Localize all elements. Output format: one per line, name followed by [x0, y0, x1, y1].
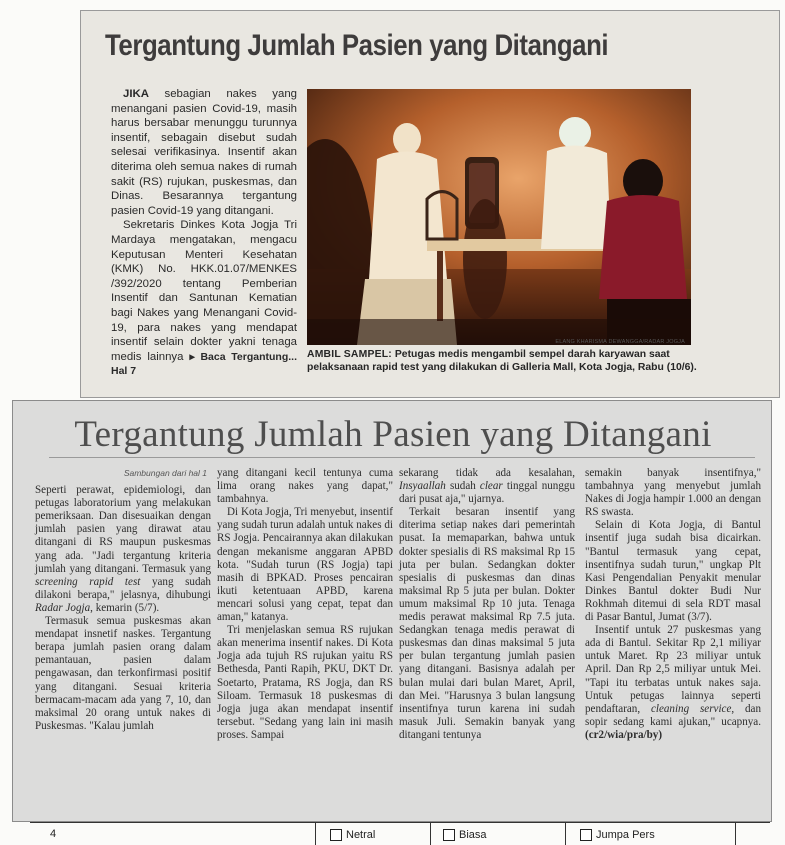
checkbox-netral-label: Netral	[346, 829, 376, 841]
checkbox-jumpa-pers[interactable]	[580, 829, 655, 841]
column-3-text-c: tinggal nunggu dari pusat aja," ujarnya.	[399, 480, 575, 506]
intro-paragraph-1	[111, 87, 297, 218]
column-3-paragraph-2: Terkait besaran insentif yang diterima setiap nakes dari pemerintah pusat. Ia memaparkan, bahwa untuk dokter spesialis di RS maksimal Rp 15 juta per bulan. Sedangkan dokter spesialis di puskesmas dan dinas maksimal Rp 5 juta per bulan. Dokter umum maksimal Rp 10 juta. Tenaga medis perawat maksimal Rp 7.5 juta. Sedangkan tenaga medis perawat di puskesmas dan dinas maksimal 5 juta per bulan tergantung jumlah pasien yang ditangani. Basisnya adalah per bulan mulai dari bulan Maret, April, dan Mei. "Harusnya 3 bulan langsung insentifnya turun karena ini sudah masuk Juli. Semakin banyak yang ditangani tentunya	[399, 506, 575, 741]
article-intro-body	[111, 87, 297, 379]
checkbox-biasa[interactable]	[443, 829, 487, 841]
footer-divider	[30, 822, 770, 823]
footer-separator	[430, 822, 431, 845]
intro-paragraph-1-text: sebagian nakes yang menangani pasien Covid-19, masih harus bersabar menunggu turunnya insentif, sebagain disebut sudah selesai verifikasinya. Insentif akan diterima oleh semua nakes di rumah sakit (RS) rujukan, puskesmas, dan Dinas. Besarannya tergantung pasien Covid-19 yang ditangani.	[111, 88, 297, 217]
checkbox-biasa-label: Biasa	[459, 829, 487, 841]
photo-illustration	[307, 89, 691, 345]
column-3-paragraph-1	[399, 467, 575, 506]
continue-reading-link[interactable]: ▸ Baca Tergantung... Hal 7	[111, 350, 297, 378]
column-4-text-b: , dan sopir sedang kami ajukan," ucapnya.	[585, 702, 761, 728]
continuation-clipping	[12, 400, 772, 822]
headline-divider	[49, 457, 755, 458]
column-3-italic-clear: clear	[479, 480, 503, 493]
photo-caption-text: Petugas medis mengambil sempel darah karyawan saat pelaksanaan rapid test yang dilakukan di Galleria Mall, Kota Jogja, Rabu (10/6).	[307, 349, 697, 374]
checkbox-box[interactable]	[580, 829, 592, 841]
photo-caption-lead: AMBIL SAMPEL:	[307, 349, 392, 360]
column-3-italic-insyaallah: Insyaallah	[399, 480, 446, 493]
continued-from-label: Sambungan dari hal 1	[123, 468, 207, 478]
article-column-2	[217, 467, 393, 742]
checkbox-jumpa-pers-label: Jumpa Pers	[596, 829, 655, 841]
page-number: 4	[50, 828, 57, 840]
checkbox-netral[interactable]	[330, 829, 375, 841]
author-initials: (cr2/wia/pra/by)	[585, 728, 663, 741]
checkbox-box[interactable]	[330, 829, 342, 841]
front-page-clipping	[80, 10, 780, 398]
column-3-text-b: sudah	[449, 480, 476, 493]
column-4-paragraph-3	[585, 624, 761, 742]
rapid-test-photo	[307, 89, 691, 345]
column-3-text-a: sekarang tidak ada kesalahan,	[399, 467, 575, 479]
column-4-italic-cleaning-service: cleaning service	[650, 702, 732, 715]
column-1-italic-screening: screening rapid test	[35, 575, 141, 588]
column-1-text-c: , kemarin (5/7).	[90, 601, 160, 614]
checkbox-box[interactable]	[443, 829, 455, 841]
lead-word: JIKA	[123, 88, 149, 100]
column-1-paragraph-2: Termasuk semua puskesmas akan mendapat insnetif naskes. Tergantung berapa jumlah pasien orang dalam pemantauan, pasien dalam pengawasan, dan terkonfirmasi positif yang ditangani. Sesuai kriteria bermacam-macam ada yang 7, 10, dan maksimal 20 orang untuk nakes di Puskesmas. "Kalau jumlah	[35, 615, 211, 732]
column-1-text-a: Seperti perawat, epidemiologi, dan petugas laboratorium yang melakukan pemeriksaan. Dan disesuaikan dengan jumlah pasien yang dirawat atau ditangani di RS maupun puskesmas yang ada. "Jadi tergantung kriteria jumlah yang ditangani. Termasuk yang	[35, 484, 211, 575]
photo-caption	[307, 348, 702, 375]
column-4-paragraph-1: semakin banyak insentifnya," tambahnya yang menyebut jumlah Nakes di Jogja hampir 1.000 an dengan RS swasta.	[585, 467, 761, 519]
column-4-paragraph-2: Selain di Kota Jogja, di Bantul insentif juga sudah bisa dicairkan. "Bantul termasuk yang cepat, insentifnya sudah turun," ungkap Plt Kasi Pengendalian Penyakit menular Dinkes Bantul dokter Budi Nur Rokhmah ditemui di sela RDT masal di Pasar Bantul, Jumat (3/7).	[585, 519, 761, 624]
footer-separator	[565, 822, 566, 845]
intro-paragraph-2	[111, 218, 297, 379]
footer-separator	[735, 822, 736, 845]
article-headline: Tergantung Jumlah Pasien yang Ditangani	[105, 29, 609, 62]
column-1-paragraph-1	[35, 484, 211, 615]
intro-paragraph-2-text: Sekretaris Dinkes Kota Jogja Tri Mardaya mengatakan, mengacu Keputusan Menteri Kesehatan (KMK) No. HKK.01.07/MENKES /392/2020 tentang Pemberian Insentif dan Santunan Kematian bagi Nakes yang Menangani Covid-19, para nakes yang mendapat insentif selain dokter yakni tenaga medis lainnya	[111, 219, 297, 363]
column-2-paragraph-2: Di Kota Jogja, Tri menyebut, insentif yang sudah turun adalah untuk nakes di RS Jogja. Pencairannya akan dilakukan dengan mekanisme anggaran APBD kota. "Sudah turun (RS Jogja) tapi masih di BPKAD. Proses pencairan ikuti ketentuaan APBD, karena mencari solusi yang cepat, tepat dan aman," katanya.	[217, 506, 393, 624]
article-column-1	[35, 467, 211, 733]
column-4-text-a: Insentif untuk 27 puskesmas yang ada di Bantul. Sekitar Rp 2,1 miliyar untuk Maret. Rp 23 miliyar untuk April. Dan Rp 2,5 miliyar untuk Mei. "Tapi itu terbatas untuk nakes saja. Untuk petugas lainnya seperti pendaftaran,	[585, 624, 761, 715]
article-column-4	[585, 467, 761, 742]
continuation-headline: Tergantung Jumlah Pasien yang Ditangani	[74, 414, 712, 455]
column-2-paragraph-3: Tri menjelaskan semua RS rujukan akan menerima insentif nakes. Di Kota Jogja ada tujuh RS rujukan yaitu RS Bethesda, Panti Rapih, PKU, DKT Dr. Soetarto, Pratama, RS Jogja, dan RS Siloam. Termasuk 18 puskesmas di Jogja juga akan mendapat insentif tersebut. "Sedang yang lain ini masih proses. Sampai	[217, 624, 393, 741]
photo-credit: ELANG KHARISMA DEWANGGA/RADAR JOGJA	[555, 339, 685, 345]
column-2-paragraph-1: yang ditangani kecil tentunya cuma lima orang nakes yang dapat," tambahnya.	[217, 467, 393, 506]
column-1-text-b: yang sudah dilakoni berapa," jelasnya, dihubungi	[35, 575, 211, 601]
column-1-italic-radar-jogja: Radar Jogja	[35, 601, 91, 614]
article-column-3	[399, 467, 575, 742]
footer-separator	[315, 822, 316, 845]
